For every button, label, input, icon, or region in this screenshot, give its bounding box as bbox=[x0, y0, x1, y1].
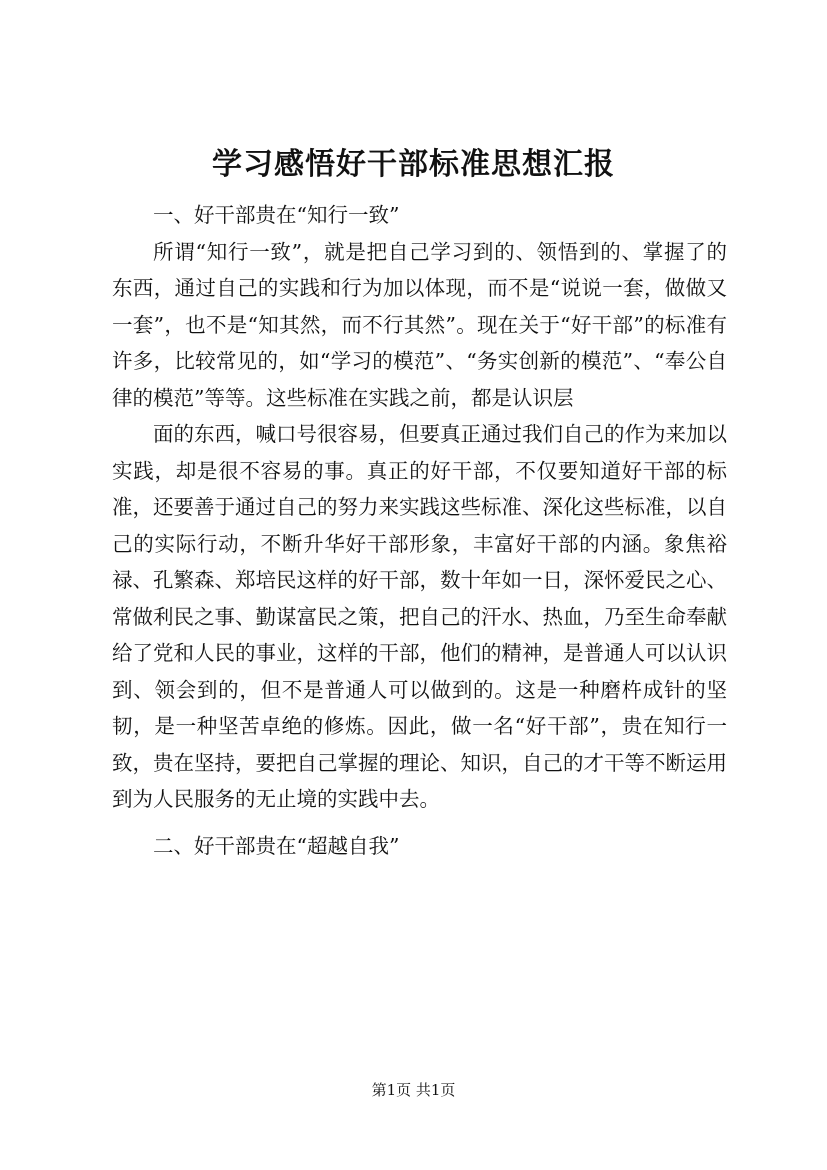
paragraph-one: 所谓“知行一致”，就是把自己学习到的、领悟到的、掌握了的东西，通过自己的实践和行为加以体现，而不是“说说一套，做做又一套”，也不是“知其然，而不行其然”。现在关于“好干部”的标准有许多，比较常见的，如“学习的模范”、“务实创新的模范”、“奉公自律的模范”等等。这些标准在实践之前，都是认识层 bbox=[112, 239, 727, 410]
document-body bbox=[112, 197, 727, 864]
section-one-heading: 一、好干部贵在“知行一致” bbox=[153, 203, 400, 227]
section-two-heading: 二、好干部贵在“超越自我” bbox=[153, 833, 400, 858]
paragraph-two: 面的东西，喊口号很容易，但要真正通过我们自己的作为来加以实践，却是很不容易的事。真正的好干部，不仅要知道好干部的标准，还要善于通过自己的努力来实践这些标准、深化这些标准，以自己的实际行动，不断升华好干部形象，丰富好干部的内涵。象焦裕禄、孔繁森、郑培民这样的好干部，数十年如一日，深怀爱民之心、常做利民之事、勤谋富民之策，把自己的汗水、热血，乃至生命奉献给了党和人民的事业，这样的干部，他们的精神，是普通人可以认识到、领会到的，但不是普通人可以做到的。这是一种磨杵成针的坚韧，是一种坚苦卓绝的修炼。因此，做一名“好干部”，贵在知行一致，贵在坚持，要把自己掌握的理论、知识，自己的才干等不断运用到为人民服务的无止境的实践中去。 bbox=[112, 422, 727, 811]
document-title: 学习感悟好干部标准思想汇报 bbox=[212, 147, 615, 182]
page-footer: 第1页 共1页 bbox=[371, 1081, 456, 1099]
